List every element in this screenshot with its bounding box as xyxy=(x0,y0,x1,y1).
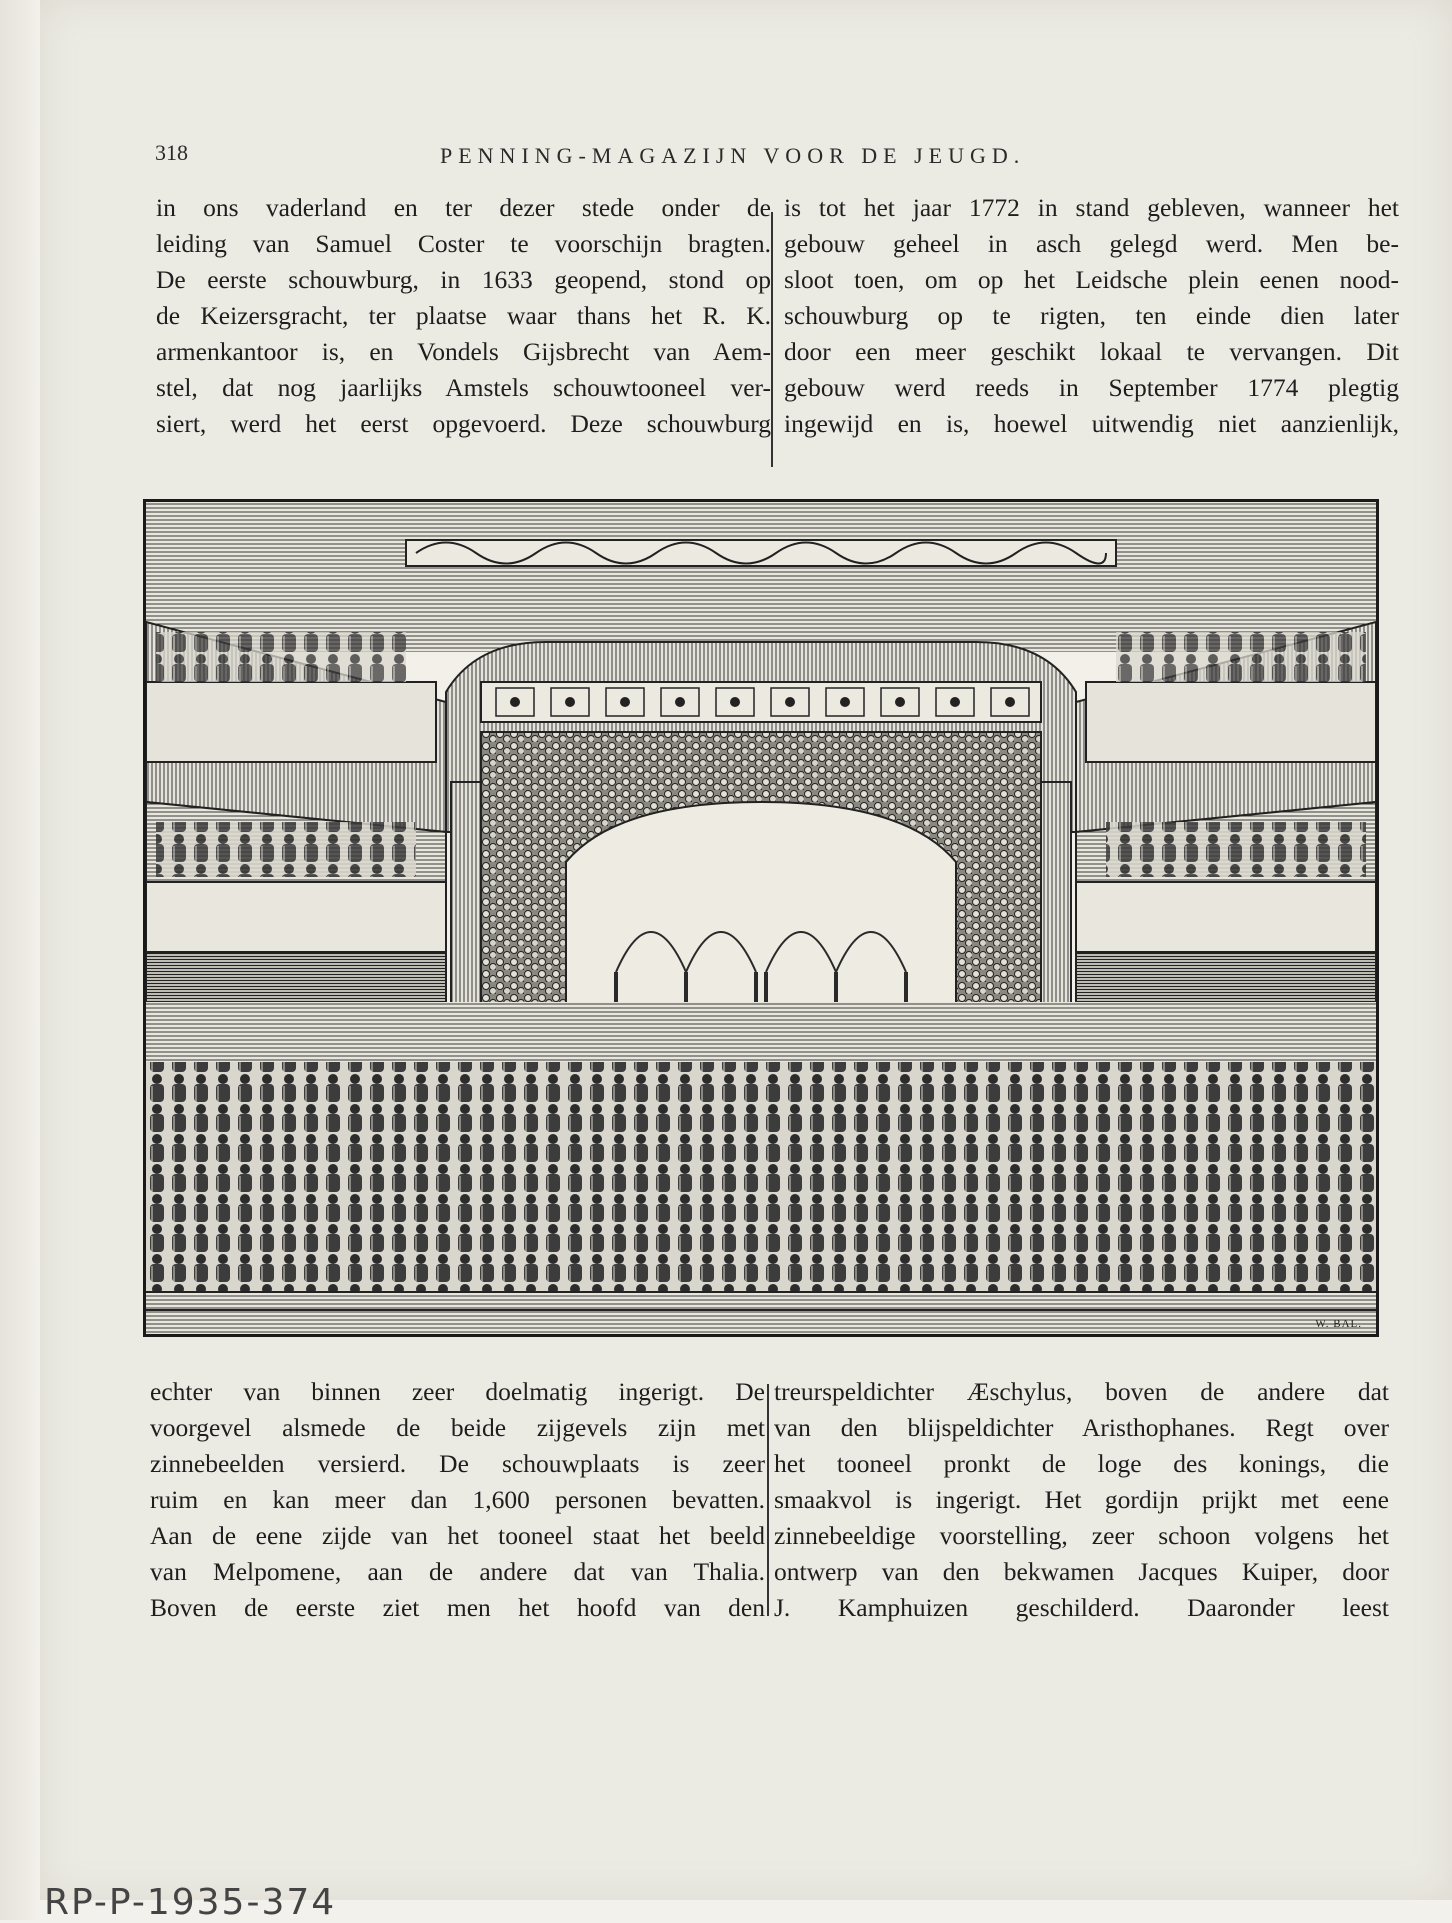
text-column-bottom-left xyxy=(150,1374,765,1626)
text-line: ingewijd en is, hoewel uitwendig niet aanzienlijk, xyxy=(784,409,1399,438)
text-line: treurspeldichter Æschylus, boven de andere dat xyxy=(774,1377,1389,1406)
mount-board xyxy=(0,0,40,1920)
column-rule-bottom xyxy=(767,1384,769,1616)
text-line: voorgevel alsmede de beide zijgevels zijn met xyxy=(150,1413,765,1442)
text-line: leiding van Samuel Coster te voorschijn bragten. xyxy=(156,229,771,258)
text-line: de Keizersgracht, ter plaatse waar thans het R. K. xyxy=(156,301,771,330)
text-line: ruim en kan meer dan 1,600 personen bevatten. xyxy=(150,1485,765,1514)
text-line: De eerste schouwburg, in 1633 geopend, stond op xyxy=(156,265,771,294)
text-line: echter van binnen zeer doelmatig ingerigt. De xyxy=(150,1377,765,1406)
text-column-top-right xyxy=(784,190,1399,442)
text-line: in ons vaderland en ter dezer stede onder de xyxy=(156,193,771,222)
text-column-bottom-right xyxy=(774,1374,1389,1626)
text-line: schouwburg op te rigten, ten einde dien later xyxy=(784,301,1399,330)
running-head: PENNING-MAGAZIJN VOOR DE JEUGD. xyxy=(440,143,1026,168)
text-line: is tot het jaar 1772 in stand gebleven, wanneer het xyxy=(784,193,1399,222)
text-line: siert, werd het eerst opgevoerd. Deze schouwburg xyxy=(156,409,771,438)
theatre-interior-illustration xyxy=(146,502,1376,1334)
engraver-signature: W. BAL. xyxy=(1315,1318,1362,1330)
text-line: armenkantoor is, en Vondels Gijsbrecht van Aem- xyxy=(156,337,771,366)
text-line: gebouw geheel in asch gelegd werd. Men be- xyxy=(784,229,1399,258)
theatre-engraving xyxy=(143,499,1379,1337)
text-line: zinnebeeldige voorstelling, zeer schoon volgens het xyxy=(774,1521,1389,1550)
text-line: van Melpomene, aan de andere dat van Thalia. xyxy=(150,1557,765,1586)
page-number: 318 xyxy=(155,140,188,165)
text-line: zinnebeelden versierd. De schouwplaats is zeer xyxy=(150,1449,765,1478)
text-line: Boven de eerste ziet men het hoofd van den xyxy=(150,1593,765,1622)
text-line: ontwerp van den bekwamen Jacques Kuiper, door xyxy=(774,1557,1389,1586)
text-line: van den blijspeldichter Aristhophanes. Regt over xyxy=(774,1413,1389,1442)
inventory-number: RP-P-1935-374 xyxy=(44,1882,337,1923)
text-column-top-left xyxy=(156,190,771,442)
text-line: stel, dat nog jaarlijks Amstels schouwtooneel ver- xyxy=(156,373,771,402)
text-line: door een meer geschikt lokaal te vervangen. Dit xyxy=(784,337,1399,366)
text-line: het tooneel pronkt de loge des konings, die xyxy=(774,1449,1389,1478)
text-line: smaakvol is ingerigt. Het gordijn prijkt met eene xyxy=(774,1485,1389,1514)
text-line: sloot toen, om op het Leidsche plein eenen nood- xyxy=(784,265,1399,294)
text-line: Aan de eene zijde van het tooneel staat het beeld xyxy=(150,1521,765,1550)
column-rule-top xyxy=(771,212,773,467)
text-line: J. Kamphuizen geschilderd. Daaronder leest xyxy=(774,1593,1389,1622)
text-line: gebouw werd reeds in September 1774 plegtig xyxy=(784,373,1399,402)
